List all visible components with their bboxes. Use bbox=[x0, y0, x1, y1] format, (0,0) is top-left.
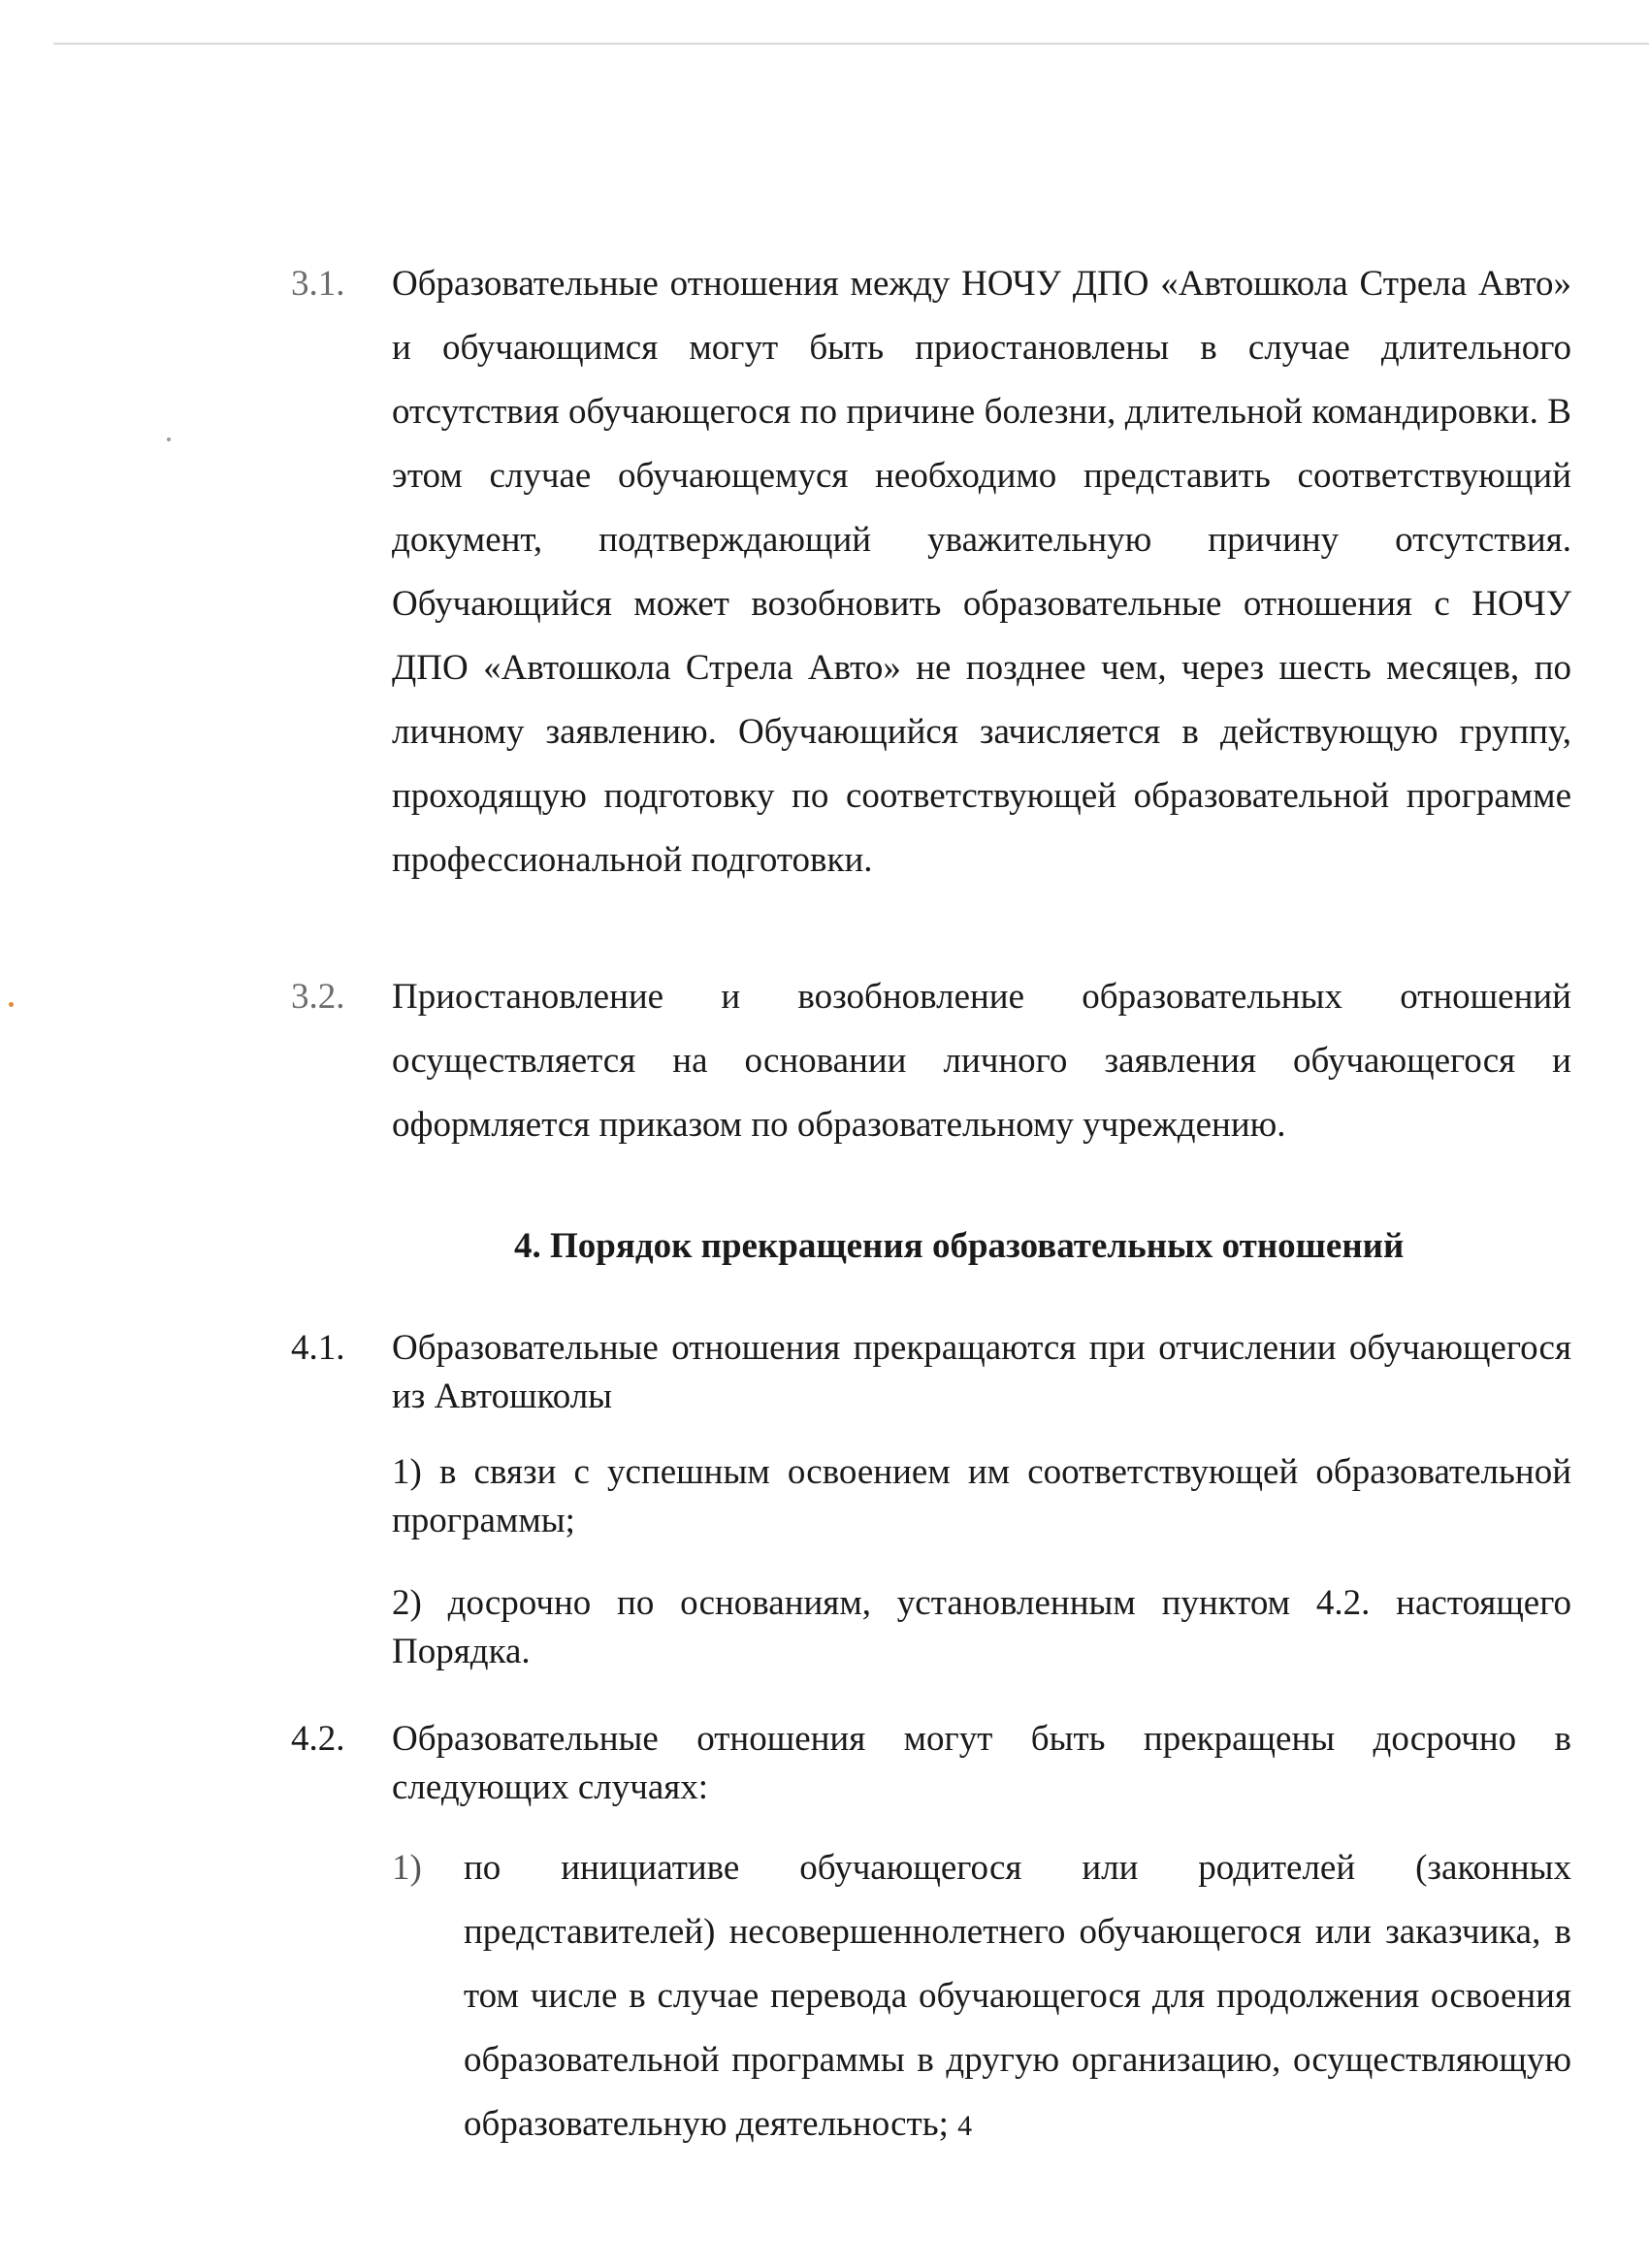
clause-number: 3.2. bbox=[291, 977, 345, 1017]
clause-3-1 bbox=[291, 252, 1571, 960]
clause-text: Образовательные отношения могут быть прекращены досрочно в следующих случаях: bbox=[392, 1719, 1571, 1807]
clause-4-2 bbox=[291, 1707, 1571, 1824]
list-item-content: по инициативе обучающегося или родителей (законных представителей) несовершеннолетнего обучающегося или заказчика, в том числе в случае перевода обучающегося для продолжения освоения образовательной программы в другую организацию, осуществляющую образовательную деятельность; bbox=[464, 1848, 1571, 2144]
clause-number: 3.1. bbox=[291, 264, 345, 304]
clause-text: Образовательные отношения между НОЧУ ДПО «Автошкола Стрела Авто» и обучающимся могут быть приостановлены в случае длительного отсутствия обучающегося по причине болезни, длительной командировки. В этом случае обучающемуся необходимо представить соответствующий документ, подтверждающий уважительную причину отсутствия. Обучающийся может возобновить образовательные отношения с НОЧУ ДПО «Автошкола Стрела Авто» не позднее чем, через шесть месяцев, по личному заявлению. Обучающийся зачисляется в действующую группу, проходящую подготовку по соответствующей образовательной программе профессиональной подготовки. bbox=[392, 264, 1571, 880]
clause-number: 4.1. bbox=[291, 1328, 345, 1368]
list-item: 2) досрочно по основаниям, установленным пунктом 4.2. настоящего Порядка. bbox=[392, 1583, 1571, 1671]
list-item-number: 1) bbox=[392, 1848, 422, 1888]
list-item: 1) в связи с успешным освоением им соответствующей образовательной программы; bbox=[392, 1452, 1571, 1540]
clause-text: Образовательные отношения прекращаются при отчислении обучающегося из Автошколы bbox=[392, 1328, 1571, 1416]
section-heading: 4. Порядок прекращения образовательных отношений bbox=[514, 1226, 1405, 1266]
clause-number: 4.2. bbox=[291, 1719, 345, 1759]
clause-text: Приостановление и возобновление образовательных отношений осуществляется на основании личного заявления обучающегося и оформляется приказом по образовательному учреждению. bbox=[392, 977, 1571, 1145]
page-number: 4 bbox=[957, 2110, 973, 2142]
clause-4-1 bbox=[291, 1316, 1571, 1433]
clause-3-2 bbox=[291, 965, 1571, 1159]
scan-speck bbox=[167, 437, 171, 441]
scan-speck bbox=[9, 1002, 14, 1007]
list-item-text bbox=[464, 1836, 1571, 2158]
scan-top-border bbox=[53, 43, 1649, 45]
list-item bbox=[392, 1836, 1571, 2166]
